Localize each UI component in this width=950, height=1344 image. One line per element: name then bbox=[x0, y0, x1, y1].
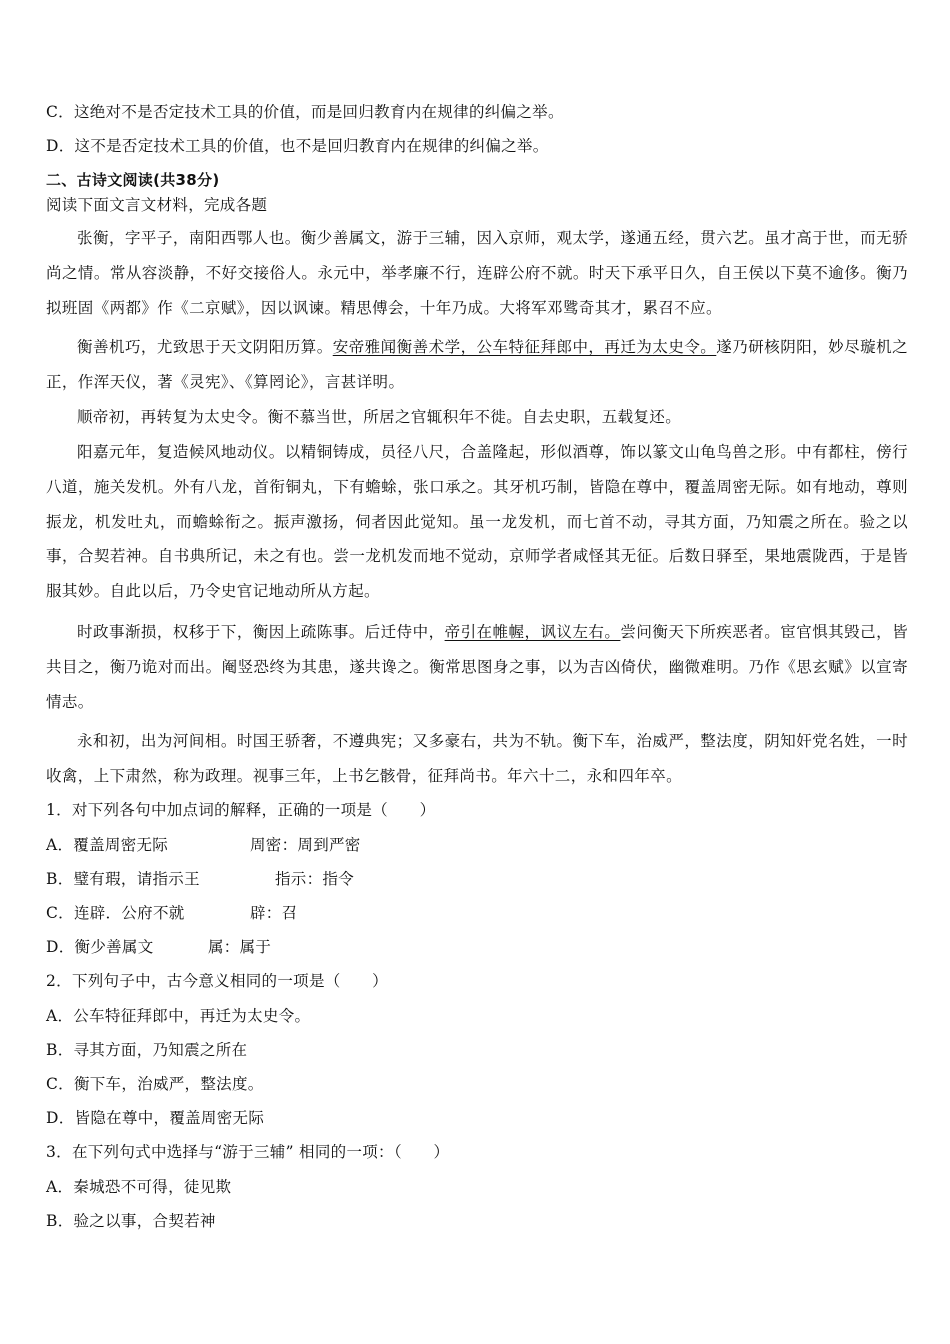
passage-paragraph-3: 顺帝初，再转复为太史令。衡不慕当世，所居之官辄积年不徙。自去史职，五载复还。 bbox=[77, 408, 682, 426]
question-3-stem: 3．在下列句式中选择与“游于三辅” 相同的一项：（ ） bbox=[46, 1143, 450, 1161]
passage-text: 时政事渐损，权移于下，衡因上疏陈事。后迁侍中， bbox=[77, 623, 445, 641]
prev-option-c: C．这绝对不是否定技术工具的价值，而是回归教育内在规律的纠偏之举。 bbox=[46, 103, 564, 121]
passage-paragraph-1: 张衡，字平子，南阳西鄂人也。衡少善属文，游于三辅，因入京师，观太学，遂通五经，贯六艺。虽才高于世，而无骄尚之情。常从容淡静，不好交接俗人。永元中，举孝廉不行，连辟公府不就。时天下承平日久，自王侯以下莫不逾侈。衡乃拟班固《两都》作《二京赋》，因以讽谏。精思傅会，十年乃成。大将军邓骘奇其才，累召不应。 bbox=[46, 229, 908, 317]
underlined-sentence: 安帝雅闻衡善术学，公车特征拜郎中，再迁为太史令。 bbox=[332, 338, 717, 356]
question-1-option-d bbox=[46, 937, 271, 957]
passage-paragraph-2 bbox=[46, 330, 908, 400]
passage-paragraph-4: 阳嘉元年，复造候风地动仪。以精铜铸成，员径八尺，合盖隆起，形似酒尊，饰以篆文山龟鸟兽之形。中有都柱，傍行八道，施关发机。外有八龙，首衔铜丸，下有蟾蜍，张口承之。其牙机巧制，皆隐在尊中，覆盖周密无际。如有地动，尊则振龙，机发吐丸，而蟾蜍衔之。振声激扬，伺者因此觉知。虽一龙发机，而七首不动，寻其方面，乃知震之所在。验之以事，合契若神。自书典所记，未之有也。尝一龙机发而地不觉动，京师学者咸怪其无征。后数日驿至，果地震陇西，于是皆服其妙。自此以后，乃令史官记地动所从方起。 bbox=[46, 443, 908, 601]
option-gloss: 辟：召 bbox=[250, 904, 298, 922]
option-gloss: 指示：指令 bbox=[275, 870, 355, 888]
question-2-option-c: C．衡下车，治威严，整法度。 bbox=[46, 1075, 264, 1093]
question-3-option-b: B．验之以事，合契若神 bbox=[46, 1212, 216, 1230]
question-2-stem: 2．下列句子中，古今意义相同的一项是（ ） bbox=[46, 972, 388, 990]
question-1-option-b bbox=[46, 869, 354, 889]
option-text: C．连辟．公府不就 bbox=[46, 904, 185, 922]
passage-paragraph-5 bbox=[46, 615, 908, 719]
question-1-option-a bbox=[46, 835, 361, 855]
section-instruction: 阅读下面文言文材料，完成各题 bbox=[46, 196, 268, 214]
question-2-option-d: D．皆隐在尊中，覆盖周密无际 bbox=[46, 1109, 265, 1127]
option-gloss: 周密：周到严密 bbox=[250, 836, 361, 854]
option-gloss: 属：属于 bbox=[208, 938, 272, 956]
option-text: D．衡少善属文 bbox=[46, 938, 154, 956]
option-text: B．璧有瑕，请指示王 bbox=[46, 870, 200, 888]
underlined-sentence: 帝引在帷幄，讽议左右。 bbox=[444, 623, 621, 641]
passage-paragraph-6: 永和初，出为河间相。时国王骄奢，不遵典宪；又多豪右，共为不轨。衡下车，治威严，整法度，阴知奸党名姓，一时收禽，上下肃然，称为政理。视事三年，上书乞骸骨，征拜尚书。年六十二，永和四年卒。 bbox=[46, 732, 908, 785]
question-3-option-a: A．秦城恐不可得，徒见欺 bbox=[46, 1178, 232, 1196]
passage-text: 尝问衡天下所疾恶者。宦官惧其毁己，皆共目之，衡乃诡对而出。阉竖恐终为其患，遂共谗之。衡常思图身之事，以为吉凶倚伏，幽微难明。乃作《思玄赋》以宣寄情志。 bbox=[46, 623, 909, 711]
option-text: A．覆盖周密无际 bbox=[46, 836, 169, 854]
question-2-option-a: A．公车特征拜郎中，再迁为太史令。 bbox=[46, 1007, 311, 1025]
prev-option-d: D．这不是否定技术工具的价值，也不是回归教育内在规律的纠偏之举。 bbox=[46, 137, 549, 155]
question-1-stem: 1．对下列各句中加点词的解释，正确的一项是（ ） bbox=[46, 801, 436, 819]
passage-text: 遂乃研核阴阳，妙尽璇机之正，作浑天仪，著《灵宪》、《算罔论》，言甚详明。 bbox=[46, 338, 908, 391]
passage-text: 衡善机巧，尤致思于天文阴阳历算。 bbox=[77, 338, 333, 356]
question-1-option-c bbox=[46, 903, 297, 923]
section-title: 二、古诗文阅读(共38分) bbox=[46, 171, 220, 189]
question-2-option-b: B．寻其方面，乃知震之所在 bbox=[46, 1041, 248, 1059]
